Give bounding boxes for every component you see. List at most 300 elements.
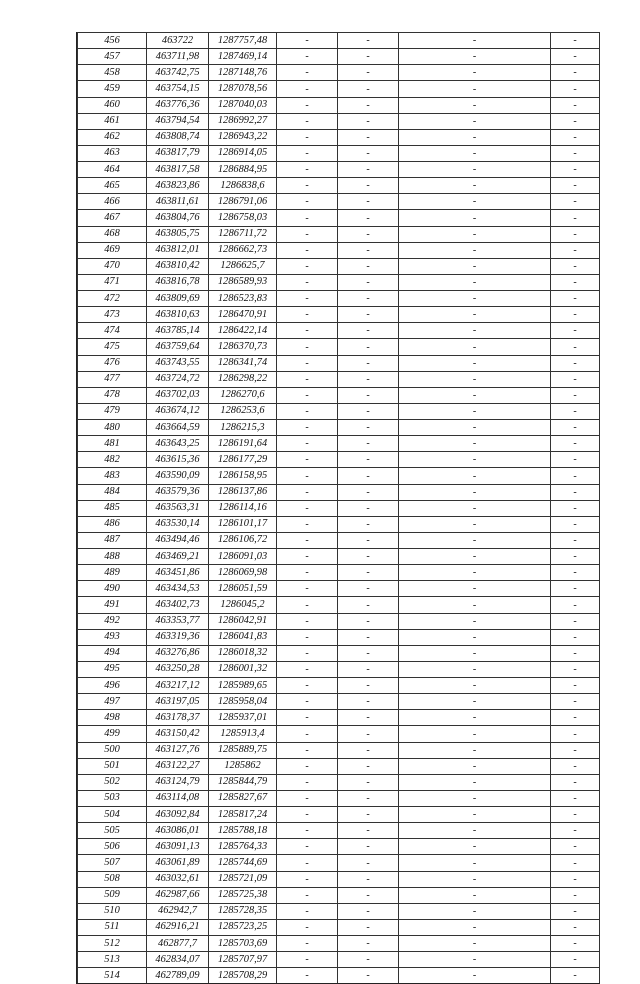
column-5-cell: -	[338, 468, 399, 484]
column-5-cell: -	[338, 581, 399, 597]
column-6-cell: -	[399, 871, 551, 887]
point-number-cell: 490	[78, 581, 147, 597]
point-number-cell: 499	[78, 726, 147, 742]
column-7-cell: -	[551, 871, 600, 887]
table-row	[78, 823, 600, 839]
column-5-cell: -	[338, 371, 399, 387]
y-coordinate-cell: 1287757,48	[209, 33, 277, 49]
table-row	[78, 581, 600, 597]
column-5-cell: -	[338, 355, 399, 371]
column-6-cell: -	[399, 162, 551, 178]
point-number-cell: 501	[78, 758, 147, 774]
column-7-cell: -	[551, 774, 600, 790]
x-coordinate-cell: 463722	[147, 33, 209, 49]
column-5-cell: -	[338, 807, 399, 823]
column-7-cell: -	[551, 49, 600, 65]
table-row	[78, 903, 600, 919]
table-row	[78, 274, 600, 290]
y-coordinate-cell: 1285937,01	[209, 710, 277, 726]
point-number-cell: 495	[78, 661, 147, 677]
y-coordinate-cell: 1285958,04	[209, 694, 277, 710]
column-4-cell: -	[277, 968, 338, 984]
column-4-cell: -	[277, 565, 338, 581]
y-coordinate-cell: 1286625,7	[209, 258, 277, 274]
column-7-cell: -	[551, 952, 600, 968]
y-coordinate-cell: 1286001,32	[209, 661, 277, 677]
column-5-cell: -	[338, 97, 399, 113]
x-coordinate-cell: 463812,01	[147, 242, 209, 258]
point-number-cell: 456	[78, 33, 147, 49]
y-coordinate-cell: 1285788,18	[209, 823, 277, 839]
point-number-cell: 481	[78, 436, 147, 452]
y-coordinate-cell: 1287040,03	[209, 97, 277, 113]
table-row	[78, 645, 600, 661]
column-6-cell: -	[399, 710, 551, 726]
column-7-cell: -	[551, 113, 600, 129]
column-5-cell: -	[338, 194, 399, 210]
table-row	[78, 500, 600, 516]
y-coordinate-cell: 1286018,32	[209, 645, 277, 661]
column-5-cell: -	[338, 210, 399, 226]
y-coordinate-cell: 1286069,98	[209, 565, 277, 581]
column-4-cell: -	[277, 645, 338, 661]
column-4-cell: -	[277, 420, 338, 436]
table-row	[78, 97, 600, 113]
column-5-cell: -	[338, 887, 399, 903]
y-coordinate-cell: 1285707,97	[209, 952, 277, 968]
x-coordinate-cell: 463808,74	[147, 129, 209, 145]
column-6-cell: -	[399, 323, 551, 339]
x-coordinate-cell: 463724,72	[147, 371, 209, 387]
column-6-cell: -	[399, 613, 551, 629]
column-7-cell: -	[551, 371, 600, 387]
table-row	[78, 468, 600, 484]
point-number-cell: 494	[78, 645, 147, 661]
table-row	[78, 113, 600, 129]
column-7-cell: -	[551, 436, 600, 452]
table-row	[78, 742, 600, 758]
table-row	[78, 532, 600, 548]
point-number-cell: 493	[78, 629, 147, 645]
point-number-cell: 461	[78, 113, 147, 129]
column-7-cell: -	[551, 823, 600, 839]
column-6-cell: -	[399, 210, 551, 226]
column-4-cell: -	[277, 678, 338, 694]
column-6-cell: -	[399, 919, 551, 935]
column-6-cell: -	[399, 307, 551, 323]
point-number-cell: 476	[78, 355, 147, 371]
y-coordinate-cell: 1287078,56	[209, 81, 277, 97]
y-coordinate-cell: 1286106,72	[209, 532, 277, 548]
x-coordinate-cell: 463178,37	[147, 710, 209, 726]
column-7-cell: -	[551, 678, 600, 694]
point-number-cell: 505	[78, 823, 147, 839]
column-4-cell: -	[277, 436, 338, 452]
table-row	[78, 565, 600, 581]
column-7-cell: -	[551, 645, 600, 661]
y-coordinate-cell: 1285703,69	[209, 936, 277, 952]
point-number-cell: 513	[78, 952, 147, 968]
column-4-cell: -	[277, 242, 338, 258]
table-row	[78, 178, 600, 194]
point-number-cell: 484	[78, 484, 147, 500]
column-7-cell: -	[551, 194, 600, 210]
column-4-cell: -	[277, 726, 338, 742]
column-5-cell: -	[338, 403, 399, 419]
table-row	[78, 226, 600, 242]
column-5-cell: -	[338, 919, 399, 935]
column-5-cell: -	[338, 903, 399, 919]
point-number-cell: 512	[78, 936, 147, 952]
column-6-cell: -	[399, 726, 551, 742]
table-row	[78, 694, 600, 710]
column-5-cell: -	[338, 484, 399, 500]
table-row	[78, 919, 600, 935]
column-5-cell: -	[338, 516, 399, 532]
column-6-cell: -	[399, 291, 551, 307]
x-coordinate-cell: 463127,76	[147, 742, 209, 758]
column-4-cell: -	[277, 291, 338, 307]
table-row	[78, 968, 600, 984]
column-4-cell: -	[277, 710, 338, 726]
column-7-cell: -	[551, 742, 600, 758]
x-coordinate-cell: 463754,15	[147, 81, 209, 97]
y-coordinate-cell: 1286758,03	[209, 210, 277, 226]
x-coordinate-cell: 463810,63	[147, 307, 209, 323]
column-5-cell: -	[338, 629, 399, 645]
column-5-cell: -	[338, 774, 399, 790]
point-number-cell: 480	[78, 420, 147, 436]
column-6-cell: -	[399, 452, 551, 468]
column-5-cell: -	[338, 452, 399, 468]
x-coordinate-cell: 463702,03	[147, 387, 209, 403]
point-number-cell: 506	[78, 839, 147, 855]
column-7-cell: -	[551, 65, 600, 81]
column-7-cell: -	[551, 162, 600, 178]
column-5-cell: -	[338, 694, 399, 710]
column-4-cell: -	[277, 613, 338, 629]
point-number-cell: 483	[78, 468, 147, 484]
column-5-cell: -	[338, 758, 399, 774]
table-row	[78, 145, 600, 161]
point-number-cell: 471	[78, 274, 147, 290]
column-6-cell: -	[399, 678, 551, 694]
column-5-cell: -	[338, 661, 399, 677]
column-4-cell: -	[277, 403, 338, 419]
y-coordinate-cell: 1286341,74	[209, 355, 277, 371]
y-coordinate-cell: 1286662,73	[209, 242, 277, 258]
point-number-cell: 478	[78, 387, 147, 403]
column-4-cell: -	[277, 387, 338, 403]
point-number-cell: 475	[78, 339, 147, 355]
x-coordinate-cell: 463742,75	[147, 65, 209, 81]
column-6-cell: -	[399, 742, 551, 758]
column-5-cell: -	[338, 436, 399, 452]
y-coordinate-cell: 1286914,05	[209, 145, 277, 161]
column-4-cell: -	[277, 516, 338, 532]
column-6-cell: -	[399, 194, 551, 210]
x-coordinate-cell: 463061,89	[147, 855, 209, 871]
column-6-cell: -	[399, 597, 551, 613]
column-5-cell: -	[338, 871, 399, 887]
x-coordinate-cell: 463794,54	[147, 113, 209, 129]
table-row	[78, 629, 600, 645]
x-coordinate-cell: 463276,86	[147, 645, 209, 661]
x-coordinate-cell: 463816,78	[147, 274, 209, 290]
column-7-cell: -	[551, 129, 600, 145]
table-row	[78, 129, 600, 145]
y-coordinate-cell: 1285723,25	[209, 919, 277, 935]
x-coordinate-cell: 463150,42	[147, 726, 209, 742]
column-6-cell: -	[399, 113, 551, 129]
table-row	[78, 33, 600, 49]
column-4-cell: -	[277, 758, 338, 774]
y-coordinate-cell: 1286270,6	[209, 387, 277, 403]
point-number-cell: 466	[78, 194, 147, 210]
column-4-cell: -	[277, 807, 338, 823]
column-5-cell: -	[338, 968, 399, 984]
point-number-cell: 473	[78, 307, 147, 323]
point-number-cell: 488	[78, 549, 147, 565]
x-coordinate-cell: 463197,05	[147, 694, 209, 710]
column-4-cell: -	[277, 484, 338, 500]
column-6-cell: -	[399, 371, 551, 387]
column-7-cell: -	[551, 807, 600, 823]
column-6-cell: -	[399, 226, 551, 242]
column-5-cell: -	[338, 242, 399, 258]
column-4-cell: -	[277, 307, 338, 323]
point-number-cell: 500	[78, 742, 147, 758]
y-coordinate-cell: 1286114,16	[209, 500, 277, 516]
column-5-cell: -	[338, 291, 399, 307]
y-coordinate-cell: 1286470,91	[209, 307, 277, 323]
column-4-cell: -	[277, 113, 338, 129]
table-row	[78, 436, 600, 452]
column-4-cell: -	[277, 323, 338, 339]
column-4-cell: -	[277, 210, 338, 226]
column-5-cell: -	[338, 613, 399, 629]
point-number-cell: 507	[78, 855, 147, 871]
column-6-cell: -	[399, 258, 551, 274]
x-coordinate-cell: 463114,08	[147, 790, 209, 806]
point-number-cell: 502	[78, 774, 147, 790]
x-coordinate-cell: 462877,7	[147, 936, 209, 952]
y-coordinate-cell: 1286042,91	[209, 613, 277, 629]
column-5-cell: -	[338, 307, 399, 323]
column-6-cell: -	[399, 97, 551, 113]
y-coordinate-cell: 1286523,83	[209, 291, 277, 307]
x-coordinate-cell: 463674,12	[147, 403, 209, 419]
table-row	[78, 678, 600, 694]
table-row	[78, 355, 600, 371]
column-7-cell: -	[551, 452, 600, 468]
point-number-cell: 482	[78, 452, 147, 468]
column-4-cell: -	[277, 226, 338, 242]
y-coordinate-cell: 1285725,38	[209, 887, 277, 903]
y-coordinate-cell: 1285744,69	[209, 855, 277, 871]
y-coordinate-cell: 1286158,95	[209, 468, 277, 484]
table-row	[78, 613, 600, 629]
column-4-cell: -	[277, 871, 338, 887]
table-row	[78, 387, 600, 403]
column-5-cell: -	[338, 33, 399, 49]
x-coordinate-cell: 463776,36	[147, 97, 209, 113]
column-6-cell: -	[399, 629, 551, 645]
column-6-cell: -	[399, 774, 551, 790]
column-4-cell: -	[277, 952, 338, 968]
column-7-cell: -	[551, 97, 600, 113]
x-coordinate-cell: 463353,77	[147, 613, 209, 629]
table-row	[78, 871, 600, 887]
column-5-cell: -	[338, 839, 399, 855]
point-number-cell: 479	[78, 403, 147, 419]
point-number-cell: 470	[78, 258, 147, 274]
column-6-cell: -	[399, 403, 551, 419]
x-coordinate-cell: 462916,21	[147, 919, 209, 935]
x-coordinate-cell: 463615,36	[147, 452, 209, 468]
table-row	[78, 952, 600, 968]
point-number-cell: 469	[78, 242, 147, 258]
column-4-cell: -	[277, 162, 338, 178]
point-number-cell: 467	[78, 210, 147, 226]
column-5-cell: -	[338, 81, 399, 97]
column-4-cell: -	[277, 855, 338, 871]
column-6-cell: -	[399, 33, 551, 49]
y-coordinate-cell: 1286051,59	[209, 581, 277, 597]
column-7-cell: -	[551, 226, 600, 242]
y-coordinate-cell: 1286101,17	[209, 516, 277, 532]
y-coordinate-cell: 1285764,33	[209, 839, 277, 855]
table-row	[78, 162, 600, 178]
y-coordinate-cell: 1286298,22	[209, 371, 277, 387]
column-6-cell: -	[399, 145, 551, 161]
column-7-cell: -	[551, 936, 600, 952]
table-row	[78, 726, 600, 742]
column-4-cell: -	[277, 790, 338, 806]
y-coordinate-cell: 1286943,22	[209, 129, 277, 145]
column-4-cell: -	[277, 919, 338, 935]
column-4-cell: -	[277, 129, 338, 145]
column-7-cell: -	[551, 500, 600, 516]
column-6-cell: -	[399, 500, 551, 516]
column-7-cell: -	[551, 81, 600, 97]
column-5-cell: -	[338, 645, 399, 661]
column-4-cell: -	[277, 65, 338, 81]
column-6-cell: -	[399, 355, 551, 371]
table-row	[78, 774, 600, 790]
point-number-cell: 514	[78, 968, 147, 984]
point-number-cell: 464	[78, 162, 147, 178]
y-coordinate-cell: 1286422,14	[209, 323, 277, 339]
column-7-cell: -	[551, 581, 600, 597]
y-coordinate-cell: 1285862	[209, 758, 277, 774]
column-6-cell: -	[399, 758, 551, 774]
column-4-cell: -	[277, 194, 338, 210]
y-coordinate-cell: 1285889,75	[209, 742, 277, 758]
x-coordinate-cell: 463494,46	[147, 532, 209, 548]
point-number-cell: 465	[78, 178, 147, 194]
column-7-cell: -	[551, 468, 600, 484]
x-coordinate-cell: 463809,69	[147, 291, 209, 307]
column-5-cell: -	[338, 549, 399, 565]
column-5-cell: -	[338, 420, 399, 436]
column-6-cell: -	[399, 694, 551, 710]
table-row	[78, 936, 600, 952]
point-number-cell: 489	[78, 565, 147, 581]
column-5-cell: -	[338, 49, 399, 65]
point-number-cell: 486	[78, 516, 147, 532]
table-row	[78, 371, 600, 387]
column-6-cell: -	[399, 936, 551, 952]
column-5-cell: -	[338, 178, 399, 194]
column-4-cell: -	[277, 532, 338, 548]
column-6-cell: -	[399, 903, 551, 919]
column-7-cell: -	[551, 307, 600, 323]
column-5-cell: -	[338, 742, 399, 758]
table-row	[78, 420, 600, 436]
column-5-cell: -	[338, 274, 399, 290]
column-7-cell: -	[551, 242, 600, 258]
column-5-cell: -	[338, 387, 399, 403]
point-number-cell: 509	[78, 887, 147, 903]
y-coordinate-cell: 1286191,64	[209, 436, 277, 452]
point-number-cell: 510	[78, 903, 147, 919]
x-coordinate-cell: 463817,58	[147, 162, 209, 178]
column-5-cell: -	[338, 532, 399, 548]
point-number-cell: 498	[78, 710, 147, 726]
column-4-cell: -	[277, 81, 338, 97]
column-6-cell: -	[399, 952, 551, 968]
x-coordinate-cell: 463530,14	[147, 516, 209, 532]
column-7-cell: -	[551, 613, 600, 629]
column-7-cell: -	[551, 694, 600, 710]
column-6-cell: -	[399, 661, 551, 677]
column-5-cell: -	[338, 226, 399, 242]
x-coordinate-cell: 463804,76	[147, 210, 209, 226]
column-5-cell: -	[338, 855, 399, 871]
column-5-cell: -	[338, 145, 399, 161]
column-6-cell: -	[399, 839, 551, 855]
x-coordinate-cell: 463086,01	[147, 823, 209, 839]
x-coordinate-cell: 463124,79	[147, 774, 209, 790]
column-7-cell: -	[551, 258, 600, 274]
column-7-cell: -	[551, 323, 600, 339]
column-6-cell: -	[399, 855, 551, 871]
column-5-cell: -	[338, 678, 399, 694]
column-4-cell: -	[277, 742, 338, 758]
x-coordinate-cell: 463469,21	[147, 549, 209, 565]
column-7-cell: -	[551, 355, 600, 371]
column-6-cell: -	[399, 516, 551, 532]
column-5-cell: -	[338, 129, 399, 145]
column-7-cell: -	[551, 339, 600, 355]
column-4-cell: -	[277, 694, 338, 710]
coordinates-table	[77, 32, 600, 984]
column-5-cell: -	[338, 113, 399, 129]
point-number-cell: 491	[78, 597, 147, 613]
column-7-cell: -	[551, 903, 600, 919]
column-5-cell: -	[338, 823, 399, 839]
column-5-cell: -	[338, 258, 399, 274]
column-7-cell: -	[551, 661, 600, 677]
column-5-cell: -	[338, 65, 399, 81]
y-coordinate-cell: 1286884,95	[209, 162, 277, 178]
column-6-cell: -	[399, 968, 551, 984]
x-coordinate-cell: 463811,61	[147, 194, 209, 210]
column-6-cell: -	[399, 887, 551, 903]
column-4-cell: -	[277, 549, 338, 565]
column-4-cell: -	[277, 274, 338, 290]
